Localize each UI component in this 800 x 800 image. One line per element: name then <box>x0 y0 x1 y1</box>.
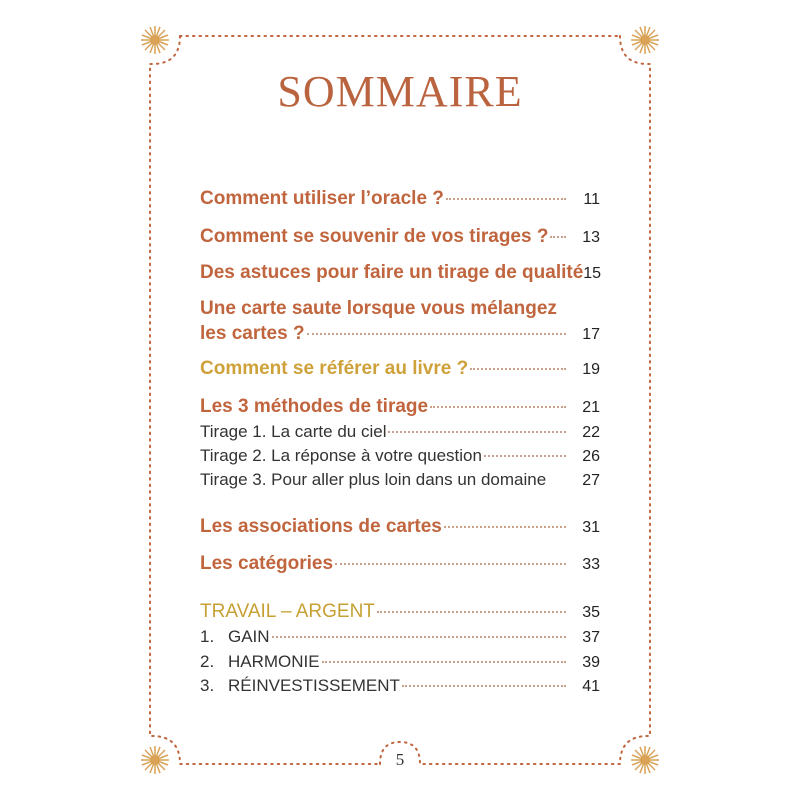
toc-entry-label: Tirage 3. Pour aller plus loin dans un domaine <box>200 470 547 489</box>
toc-entry-number: 2. <box>200 652 215 671</box>
toc-entry-label: Comment se référer au livre ? <box>200 358 469 379</box>
toc-entry-number: 1. <box>200 627 215 646</box>
dot-leader <box>307 333 566 335</box>
dot-leader <box>446 198 566 200</box>
sun-icon <box>631 26 659 54</box>
toc-entry[interactable] <box>200 446 600 466</box>
toc-entry-label: HARMONIE <box>228 652 320 671</box>
sun-icon <box>141 26 169 54</box>
dot-leader <box>388 431 566 433</box>
toc-entry[interactable] <box>200 262 600 284</box>
toc-entry-label: RÉINVESTISSEMENT <box>228 676 400 695</box>
dot-leader <box>322 661 566 663</box>
toc-entry-label: Comment utiliser l’oracle ? <box>200 188 444 209</box>
toc-entry-page: 37 <box>582 629 600 646</box>
toc-entry-page: 17 <box>582 326 600 343</box>
dot-leader <box>402 685 566 687</box>
toc-entry-page: 22 <box>582 424 600 441</box>
toc-entry-label-line1: Une carte saute lorsque vous mélangez <box>200 298 557 319</box>
toc-entry[interactable] <box>200 226 600 248</box>
toc-entry[interactable] <box>200 676 600 696</box>
dot-leader <box>335 563 566 565</box>
toc-entry[interactable] <box>200 323 600 345</box>
toc-entry[interactable] <box>200 422 600 442</box>
toc-entry-label: Des astuces pour faire un tirage de qualité <box>200 262 584 283</box>
toc-entry-page: 41 <box>582 678 600 695</box>
toc-entry[interactable] <box>200 553 600 575</box>
toc-entry-label: Tirage 1. La carte du ciel <box>200 422 387 441</box>
toc-entry-page: 21 <box>582 399 600 416</box>
dot-leader <box>430 406 566 408</box>
toc-entry[interactable] <box>200 396 600 418</box>
toc-entry[interactable] <box>200 652 600 672</box>
dot-leader <box>484 455 566 457</box>
toc-entry[interactable] <box>200 601 600 623</box>
toc-entry[interactable] <box>200 358 600 380</box>
toc-entry-page: 26 <box>582 448 600 465</box>
dot-leader <box>444 526 566 528</box>
toc-entry-page: 27 <box>582 472 600 489</box>
toc-entry-label: GAIN <box>228 627 270 646</box>
toc-entry-label: Tirage 2. La réponse à votre question <box>200 446 482 465</box>
page-title: SOMMAIRE <box>277 67 523 116</box>
toc-entry-page: 15 <box>583 265 602 282</box>
toc-entry[interactable] <box>200 627 600 647</box>
toc-entry-label: Les catégories <box>200 553 334 574</box>
toc-entry-label: Les associations de cartes <box>200 516 442 537</box>
dot-leader <box>272 636 566 638</box>
toc-entry-page: 11 <box>583 191 600 208</box>
toc-entry-label: Comment se souvenir de vos tirages ? <box>200 226 549 247</box>
toc-entry[interactable] <box>200 188 600 210</box>
dot-leader <box>377 611 566 613</box>
dot-leader <box>470 368 566 370</box>
dot-leader <box>550 236 566 238</box>
page-number: 5 <box>395 750 405 769</box>
toc-entry-page: 33 <box>582 556 600 573</box>
toc-entry-label: les cartes ? <box>200 323 305 344</box>
toc-entry[interactable] <box>200 516 600 538</box>
toc-entry[interactable] <box>200 470 600 490</box>
toc-entry-page: 31 <box>582 519 600 536</box>
toc-entry-page: 39 <box>582 654 600 671</box>
toc-entry-number: 3. <box>200 676 215 695</box>
toc-entry-page: 13 <box>582 229 600 246</box>
toc-entry-label: TRAVAIL – ARGENT <box>200 601 375 622</box>
toc-entry-label: Les 3 méthodes de tirage <box>200 396 429 417</box>
toc-entry-page: 35 <box>582 604 600 621</box>
toc-entry-page: 19 <box>582 361 600 378</box>
